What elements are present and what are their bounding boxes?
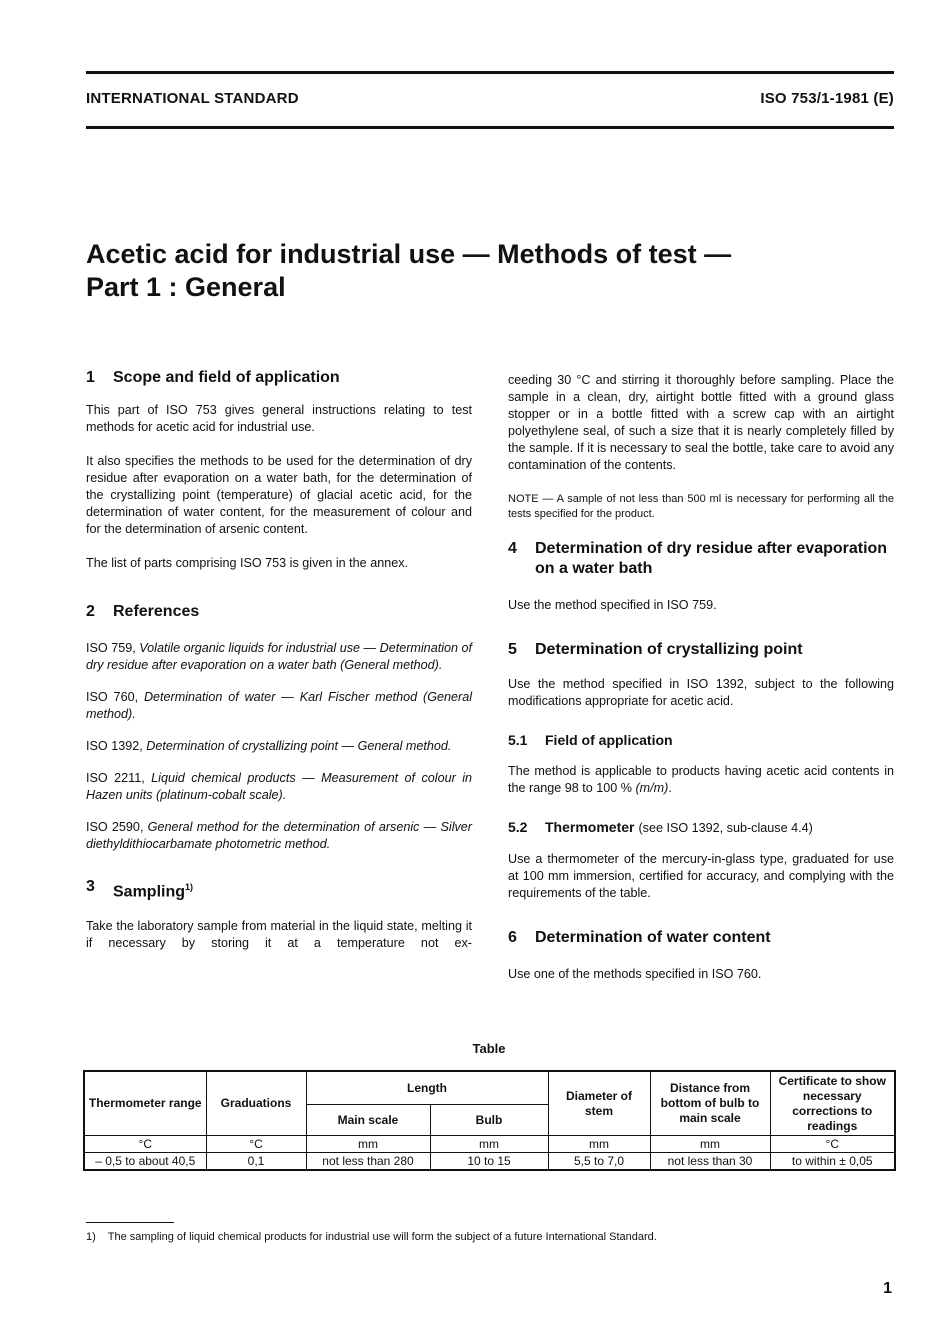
reference-title: Determination of water — Karl Fischer method (General method). [86,690,472,721]
unit-text: (m/m) [635,781,669,795]
section-3-heading [86,877,472,902]
s4-paragraph: Use the method specified in ISO 759. [508,598,717,612]
s5-1-paragraph [508,763,894,797]
table-caption: Table [472,1041,506,1056]
unit-cell: mm [430,1136,548,1153]
reference-code: ISO 1392, [86,739,143,753]
reference-code: ISO 2211, [86,771,145,785]
header-bulb: Bulb [430,1105,548,1136]
section-title-text: Sampling [113,883,186,901]
s6-paragraph: Use one of the methods specified in ISO 760. [508,967,762,981]
unit-cell: mm [650,1136,770,1153]
unit-cell: mm [548,1136,650,1153]
section-number: 2 [86,603,95,620]
title-line-1: Acetic acid for industrial use — Methods of test — [86,239,732,269]
reference-title: Volatile organic liquids for industrial use — Determination of dry residue after evaporation on a water bath (General method). [86,641,473,672]
unit-cell: °C [770,1136,895,1153]
value-cell: 5,5 to 7,0 [548,1153,650,1171]
s3-paragraph-part-1: Take the laboratory sample from material in the liquid state, melting it if necessary by storing it at a temperature not ex- [86,919,472,951]
section-number: 5.2 [508,819,528,835]
unit-cell: °C [84,1136,206,1153]
section-number: 3 [86,878,95,895]
thermometer-table [83,1070,896,1171]
reference-item [86,819,472,853]
title-line-2: Part 1 : General [86,272,286,302]
page-number: 1 [883,1280,892,1297]
value-cell: 0,1 [206,1153,306,1171]
value-cell: 10 to 15 [430,1153,548,1171]
value-cell: – 0,5 to about 40,5 [84,1153,206,1171]
section-title: Determination of crystallizing point [535,641,803,658]
unit-cell: °C [206,1136,306,1153]
s5-2-paragraph: Use a thermometer of the mercury-in-glass type, graduated for use at 100 mm immersion, certified for accuracy, and complying with the requirements of the table. [508,852,894,900]
footnote-mark: 1) [86,1231,96,1243]
footnote [86,1231,657,1243]
reference-item [86,640,472,674]
note: NOTE — A sample of not less than 500 ml is necessary for performing all the tests specified for the product. [508,493,894,520]
section-6-heading [508,928,894,948]
header-range: Thermometer range [84,1071,206,1136]
section-2-heading [86,602,472,622]
section-subreference: (see ISO 1392, sub-clause 4.4) [638,821,813,835]
s1-paragraph: This part of ISO 753 gives general instructions relating to test methods for acetic acid for industrial use. [86,403,472,434]
header-main-scale: Main scale [306,1105,430,1136]
top-rule [86,71,894,74]
footnote-text: The sampling of liquid chemical products for industrial use will form the subject of a future International Standard. [107,1231,657,1243]
value-cell: to within ± 0,05 [770,1153,895,1171]
reference-title: Determination of crystallizing point — General method. [146,739,452,753]
header-length: Length [306,1071,548,1105]
document-title [86,238,886,304]
section-number: 4 [508,540,517,557]
header-certificate: Certificate to show necessary corrections to readings [770,1071,895,1136]
reference-code: ISO 2590, [86,820,144,834]
header-left: INTERNATIONAL STANDARD [86,90,299,107]
section-1-heading [86,368,472,388]
section-5-heading [508,640,894,660]
section-number: 1 [86,369,95,386]
reference-title: General method for the determination of arsenic — Silver diethyldithiocarbamate photometric method. [86,820,472,851]
section-5-2-heading [508,819,894,837]
header-right: ISO 753/1-1981 (E) [760,90,894,107]
right-column [508,372,894,1000]
reference-code: ISO 759, [86,641,136,655]
reference-title: Liquid chemical products — Measurement of colour in Hazen units (platinum-cobalt scale). [86,771,473,802]
reference-code: ISO 760, [86,690,139,704]
section-title: Scope and field of application [113,369,340,386]
s5-paragraph: Use the method specified in ISO 1392, subject to the following modifications appropriate for acetic acid. [508,677,894,708]
s3-paragraph-part-2: ceeding 30 °C and stirring it thoroughly before sampling. Place the sample in a clean, dry, airtight bottle fitted with a ground glass stopper or in a bottle fitted with a screw cap with an airtight polyethylene seal, of such a size that it is nearly completely filled by the sample. If it is necessary to seal the bottle, take care to avoid any contamination of the contents. [508,373,894,472]
reference-item [86,738,472,755]
section-title: Determination of water content [535,929,771,946]
table-header-row [84,1071,895,1105]
section-title: Field of application [545,732,673,748]
value-cell: not less than 280 [306,1153,430,1171]
header-distance: Distance from bottom of bulb to main scale [650,1071,770,1136]
table-row [84,1153,895,1171]
s1-paragraph: It also specifies the methods to be used for the determination of dry residue after evaporation on a water bath, for the determination of the crystallizing point (temperature) of glacial acetic acid, for the determination of water content, for the measurement of colour and for the determination of arsenic content. [86,454,472,536]
unit-cell: mm [306,1136,430,1153]
header-graduations: Graduations [206,1071,306,1136]
section-title: Determination of dry residue after evaporation on a water bath [535,540,888,577]
section-5-1-heading [508,732,894,749]
s1-paragraph: The list of parts comprising ISO 753 is given in the annex. [86,556,409,570]
sentence-end: . [668,781,672,795]
section-title [113,877,193,902]
header-rule [86,126,894,129]
footnote-marker: 1) [185,882,194,892]
reference-item [86,770,472,804]
s5-1-text: The method is applicable to products having acetic acid contents in the range 98 to 100 % [508,764,894,795]
section-4-heading [508,539,894,579]
section-number: 6 [508,929,517,946]
section-number: 5 [508,641,517,658]
section-title: References [113,603,200,620]
left-column [86,368,472,969]
reference-item [86,689,472,723]
value-cell: not less than 30 [650,1153,770,1171]
footnote-rule [86,1222,174,1223]
section-number: 5.1 [508,732,528,748]
header-diameter: Diameter of stem [548,1071,650,1136]
table-units-row [84,1136,895,1153]
section-title: Thermometer [545,819,635,835]
